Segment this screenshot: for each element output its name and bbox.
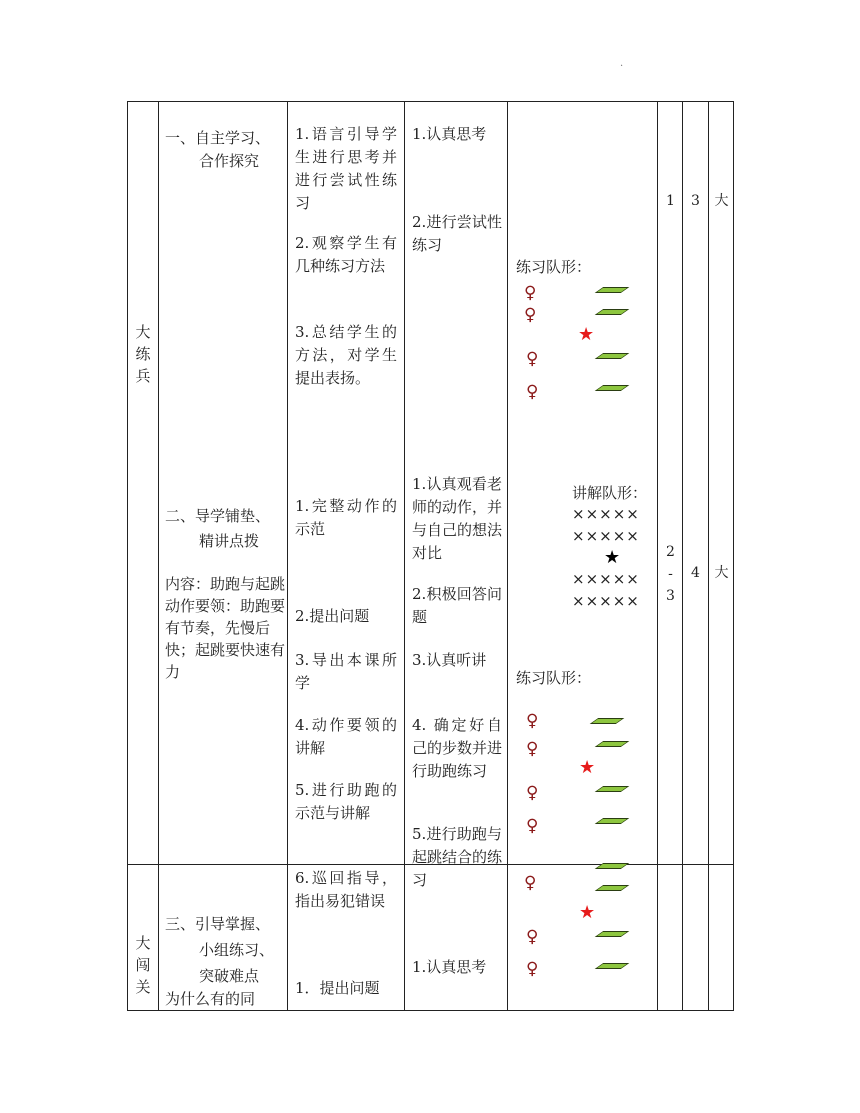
content-item-3-line: 突破难点 xyxy=(199,967,260,985)
student-row-icons: ××××× xyxy=(572,527,640,545)
mat-icon xyxy=(595,309,630,315)
practice-intensity: 大 xyxy=(714,565,729,581)
practice-count-line: 2 xyxy=(666,544,675,560)
mat-icon xyxy=(595,287,630,293)
content-item-2-line: 二、导学铺垫、 xyxy=(165,507,271,525)
teacher-step: 6.巡回指导，指出易犯错误 xyxy=(295,869,397,910)
mat-icon xyxy=(595,885,630,891)
section-label-practice: 大练兵 xyxy=(135,323,151,385)
student-activity: 3.认真听讲 xyxy=(412,651,487,669)
female-student-icon: ♀ xyxy=(526,739,539,759)
page-mark: . xyxy=(620,58,624,69)
student-activity: 2.进行尝试性练习 xyxy=(412,213,502,254)
teacher-star-icon: ★ xyxy=(578,324,595,345)
col-divider xyxy=(507,101,508,1011)
mat-icon xyxy=(595,931,630,937)
content-item-1-line: 合作探究 xyxy=(199,152,260,170)
student-activity: 1.认真观看老师的动作，并与自己的想法对比 xyxy=(412,475,503,562)
female-student-icon: ♀ xyxy=(526,382,539,402)
student-row-icons: ××××× xyxy=(572,570,640,588)
content-item-2-detail: 内容：助跑与起跳动作要领：助跑要有节奏，先慢后快；起跳要快速有力 xyxy=(165,575,286,681)
practice-minutes: 3 xyxy=(691,193,700,209)
section-label-challenge: 大闯关 xyxy=(135,934,151,996)
content-item-3-tail: 为什么有的同 xyxy=(165,990,256,1008)
mat-icon xyxy=(595,963,630,969)
teacher-step: 2.提出问题 xyxy=(295,607,370,625)
student-activity: 1.认真思考 xyxy=(412,958,487,976)
female-student-icon: ♀ xyxy=(526,816,539,836)
practice-formation-label: 练习队形： xyxy=(516,258,592,276)
mat-icon xyxy=(595,741,630,747)
teacher-star-icon: ★ xyxy=(579,902,596,923)
female-student-icon: ♀ xyxy=(526,349,539,369)
mat-icon xyxy=(595,863,630,869)
student-activity: 1.认真思考 xyxy=(412,125,487,143)
practice-intensity: 大 xyxy=(714,193,729,209)
female-student-icon: ♀ xyxy=(524,873,537,893)
col-divider xyxy=(287,101,288,1011)
student-activity: 4. 确定好自己的步数并进行助跑练习 xyxy=(412,716,503,780)
female-student-icon: ♀ xyxy=(526,711,539,731)
lesson-plan-table xyxy=(127,101,734,1011)
teacher-star-icon: ★ xyxy=(579,757,596,778)
student-activity: 5.进行助跑与起跳结合的练习 xyxy=(412,825,503,889)
content-item-1-line: 一、自主学习、 xyxy=(165,129,271,147)
mat-icon xyxy=(595,385,630,391)
mat-icon xyxy=(595,818,630,824)
mat-icon xyxy=(595,353,630,359)
practice-count-line: 3 xyxy=(666,588,675,604)
table-right-border xyxy=(733,101,734,1011)
teacher-step: 1.语言引导学生进行思考并进行尝试性练习 xyxy=(295,125,397,212)
practice-minutes: 4 xyxy=(691,565,700,581)
practice-formation-label: 练习队形： xyxy=(516,669,592,687)
student-row-icons: ××××× xyxy=(572,592,640,610)
teacher-step: 2.观察学生有几种练习方法 xyxy=(295,234,397,275)
content-item-3 xyxy=(165,911,287,989)
content-item-1 xyxy=(165,127,287,173)
female-student-icon: ♀ xyxy=(526,927,539,947)
teacher-step: 5.进行助跑的示范与讲解 xyxy=(295,781,397,822)
teacher-star-icon: ★ xyxy=(604,547,621,568)
table-left-border xyxy=(127,101,128,1011)
student-row-icons: ××××× xyxy=(572,505,640,523)
mat-icon xyxy=(590,718,625,724)
content-item-2 xyxy=(165,504,287,554)
practice-count-line: - xyxy=(668,566,673,582)
col-divider xyxy=(158,101,159,1011)
teacher-step: 3.导出本课所学 xyxy=(295,651,397,692)
female-student-icon: ♀ xyxy=(526,783,539,803)
teacher-step: 3.总结学生的方法，对学生提出表扬。 xyxy=(295,323,397,387)
teacher-step: 4.动作要领的讲解 xyxy=(295,716,397,757)
teacher-step: 1．提出问题 xyxy=(295,979,380,997)
content-item-3-line: 三、引导掌握、 xyxy=(165,915,271,933)
teacher-step: 1.完整动作的示范 xyxy=(295,497,397,538)
female-student-icon: ♀ xyxy=(524,305,537,325)
col-divider xyxy=(708,101,709,1011)
mat-icon xyxy=(595,786,630,792)
student-activity: 2.积极回答问题 xyxy=(412,585,502,626)
content-item-2-line: 精讲点拨 xyxy=(199,532,260,550)
col-divider xyxy=(404,101,405,1011)
practice-count xyxy=(658,541,683,607)
table-top-border xyxy=(127,101,734,102)
practice-count: 1 xyxy=(666,193,675,209)
lecture-formation-label: 讲解队形： xyxy=(572,484,648,502)
female-student-icon: ♀ xyxy=(526,959,539,979)
female-student-icon: ♀ xyxy=(524,283,537,303)
content-item-3-line: 小组练习、 xyxy=(199,941,275,959)
